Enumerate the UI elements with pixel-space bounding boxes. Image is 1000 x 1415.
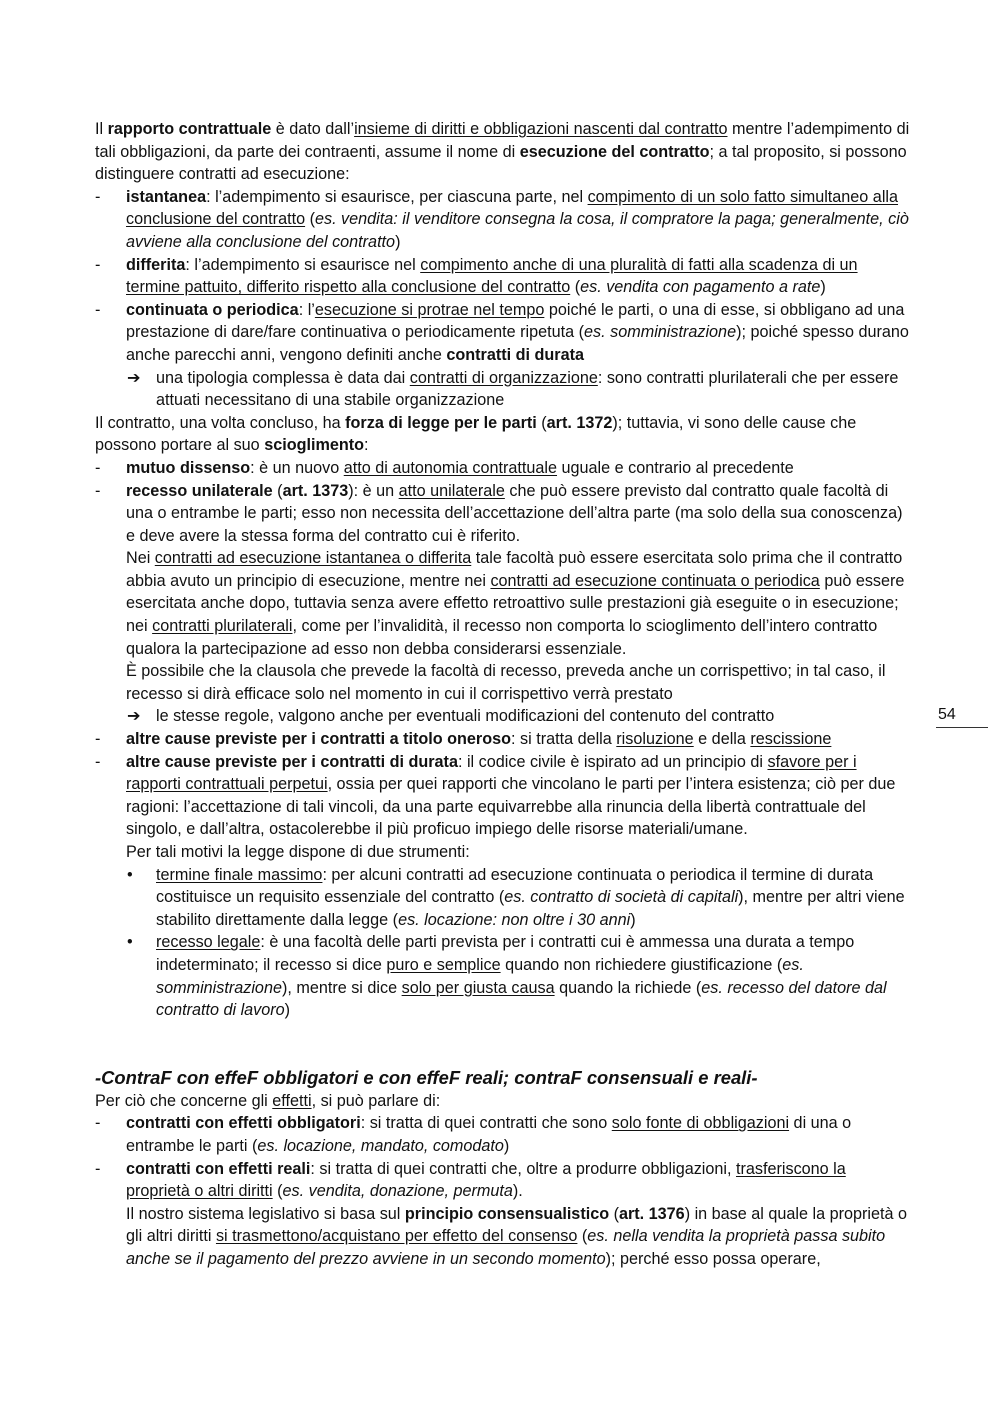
dash-marker: -: [95, 255, 101, 274]
scioglimento-paragraph: Il contratto, una volta concluso, ha forza di legge per le parti (art. 1372); tuttavia, vi sono delle cause che possono portare al suo scioglimento:: [95, 413, 857, 455]
strumenti-intro: Per tali motivi la legge dispone di due strumenti:: [126, 843, 470, 861]
sub-item-modificazioni: ➔ le stesse regole, valgono anche per eventuali modificazioni del contenuto del contratto: [95, 705, 910, 728]
bullet-termine-finale: • termine finale massimo: per alcuni contratti ad esecuzione continuata o periodica il termine di durata costituisce un requisito essenziale del contratto (es. contratto di società di capitali), mentre per altri viene stabilito direttamente dalla legge (es. locazione: non oltre i 30 anni): [127, 865, 905, 929]
recesso-paragraph-3: È possibile che la clausola che prevede la facoltà di recesso, preveda anche un corrispettivo; in tal caso, il recesso si dirà efficace solo nel momento in cui il corrispettivo verrà prestato: [126, 662, 886, 703]
document-body: [95, 118, 910, 1271]
bullet-marker: •: [127, 933, 133, 952]
recesso-paragraph-2: Nei contratti ad esecuzione istantanea o differita tale facoltà può essere esercitata solo prima che il contratto abbia avuto un principio di esecuzione, mentre nei contratti ad esecuzione continuata o periodica può essere esercitata anche dopo, tuttavia senza avere effetto retroattivo sulle prestazioni già eseguite o in esecuzione; nei contratti plurilaterali, come per l’invalidità, il recesso non comporta lo scioglimento dell’intero contratto qualora la partecipazione ad esso non debba considerarsi essenziale.: [126, 549, 905, 658]
dash-marker: -: [95, 730, 101, 749]
dash-marker: -: [95, 481, 101, 500]
bullet-recesso-legale: • recesso legale: è una facoltà delle parti prevista per i contratti cui è ammessa una durata a tempo indeterminato; il recesso si dice puro e semplice quando non richiedere giustificazione (es. somministrazione), mentre si dice solo per giusta causa quando la richiede (es. recesso del datore dal contratto di lavoro): [127, 933, 887, 1020]
list-item-recesso-unilaterale: - recesso unilaterale (art. 1373): è un atto unilaterale che può essere previsto dal contratto quale facoltà di una o entrambe le parti; esso non necessita dell’accettazione dell’altra parte (ma solo della sua conoscenza) e deve avere la stessa forma del contratto cui è riferito.: [95, 481, 903, 545]
list-item-effetti-reali: - contratti con effetti reali: si tratta di quei contratti che, oltre a produrre obbligazioni, trasferiscono la proprietà o altri diritti (es. vendita, donazione, permuta).: [95, 1159, 846, 1201]
section-spacer: [95, 1022, 910, 1066]
dash-marker: -: [95, 1114, 101, 1133]
arrow-icon: ➔: [127, 368, 141, 387]
section-heading: -ContraF con effeF obbligatori e con effeF reali; contraF consensuali e reali-: [95, 1066, 758, 1088]
list-item-mutuo-dissenso: - mutuo dissenso: è un nuovo atto di autonomia contrattuale uguale e contrario al precedente: [95, 457, 910, 480]
consensualistico-paragraph: Il nostro sistema legislativo si basa sul principio consensualistico (art. 1376) in base al quale la proprietà o gli altri diritti si trasmettono/acquistano per effetto del consenso (es. nella vendita la proprietà passa subito anche se il pagamento del prezzo avviene in un secondo momento); perché esso possa operare,: [126, 1204, 907, 1268]
sub-item-organizzazione: ➔ una tipologia complessa è data dai contratti di organizzazione: sono contratti plurilaterali che per essere attuati necessitano di una stabile organizzazione: [127, 368, 899, 410]
page-number: 54: [938, 706, 956, 723]
effetti-intro: Per ciò che concerne gli effetti, si può parlare di:: [95, 1091, 441, 1110]
dash-marker: -: [95, 300, 101, 319]
page-number-rule: [936, 727, 988, 728]
list-item-istantanea: - istantanea: l’adempimento si esaurisce, per ciascuna parte, nel compimento di un solo fatto simultaneo alla conclusione del contratto (es. vendita: il venditore consegna la cosa, il compratore la paga; generalmente, ciò avviene alla conclusione del contratto): [95, 187, 909, 251]
dash-marker: -: [95, 187, 101, 206]
dash-marker: -: [95, 458, 101, 477]
dash-marker: -: [95, 752, 101, 771]
list-item-continuata: - continuata o periodica: l’esecuzione si protrae nel tempo poiché le parti, o una di esse, si obbligano ad una prestazione di dare/fare continuativa o periodicamente ripetuta (es. somministrazione); poiché spesso durano anche parecchi anni, vengono definiti anche contratti di durata: [95, 300, 909, 364]
bullet-marker: •: [127, 865, 133, 884]
list-item-differita: - differita: l’adempimento si esaurisce nel compimento anche di una pluralità di fatti alla scadenza di un termine pattuito, differito rispetto alla conclusione del contratto (es. vendita con pagamento a rate): [95, 255, 858, 297]
list-item-effetti-obbligatori: - contratti con effetti obbligatori: si tratta di quei contratti che sono solo fonte di obbligazioni di una o entrambe le parti (es. locazione, mandato, comodato): [95, 1114, 852, 1155]
intro-paragraph: Il rapporto contrattuale è dato dall’insieme di diritti e obbligazioni nascenti dal contratto mentre l’adempimento di tali obbligazioni, da parte dei contraenti, assume il nome di esecuzione del contratto; a tal proposito, si possono distinguere contratti ad esecuzione:: [95, 120, 910, 184]
list-item-titolo-oneroso: - altre cause previste per i contratti a titolo oneroso: si tratta della risoluzione e della rescissione: [95, 728, 910, 751]
dash-marker: -: [95, 1159, 101, 1178]
arrow-icon: ➔: [127, 707, 141, 726]
list-item-contratti-di-durata: - altre cause previste per i contratti di durata: il codice civile è ispirato ad un principio di sfavore per i rapporti contrattuali perpetui, ossia per quei rapporti che vincolano le parti per l’intera esistenza; ciò per due ragioni: l’accettazione di tali vincoli, da una parte equivarrebbe alla rinuncia della libertà contrattuale del singolo, e dall’altra, ostacolerebbe il più proficuo impiego delle risorse materiali/umane.: [95, 752, 896, 839]
